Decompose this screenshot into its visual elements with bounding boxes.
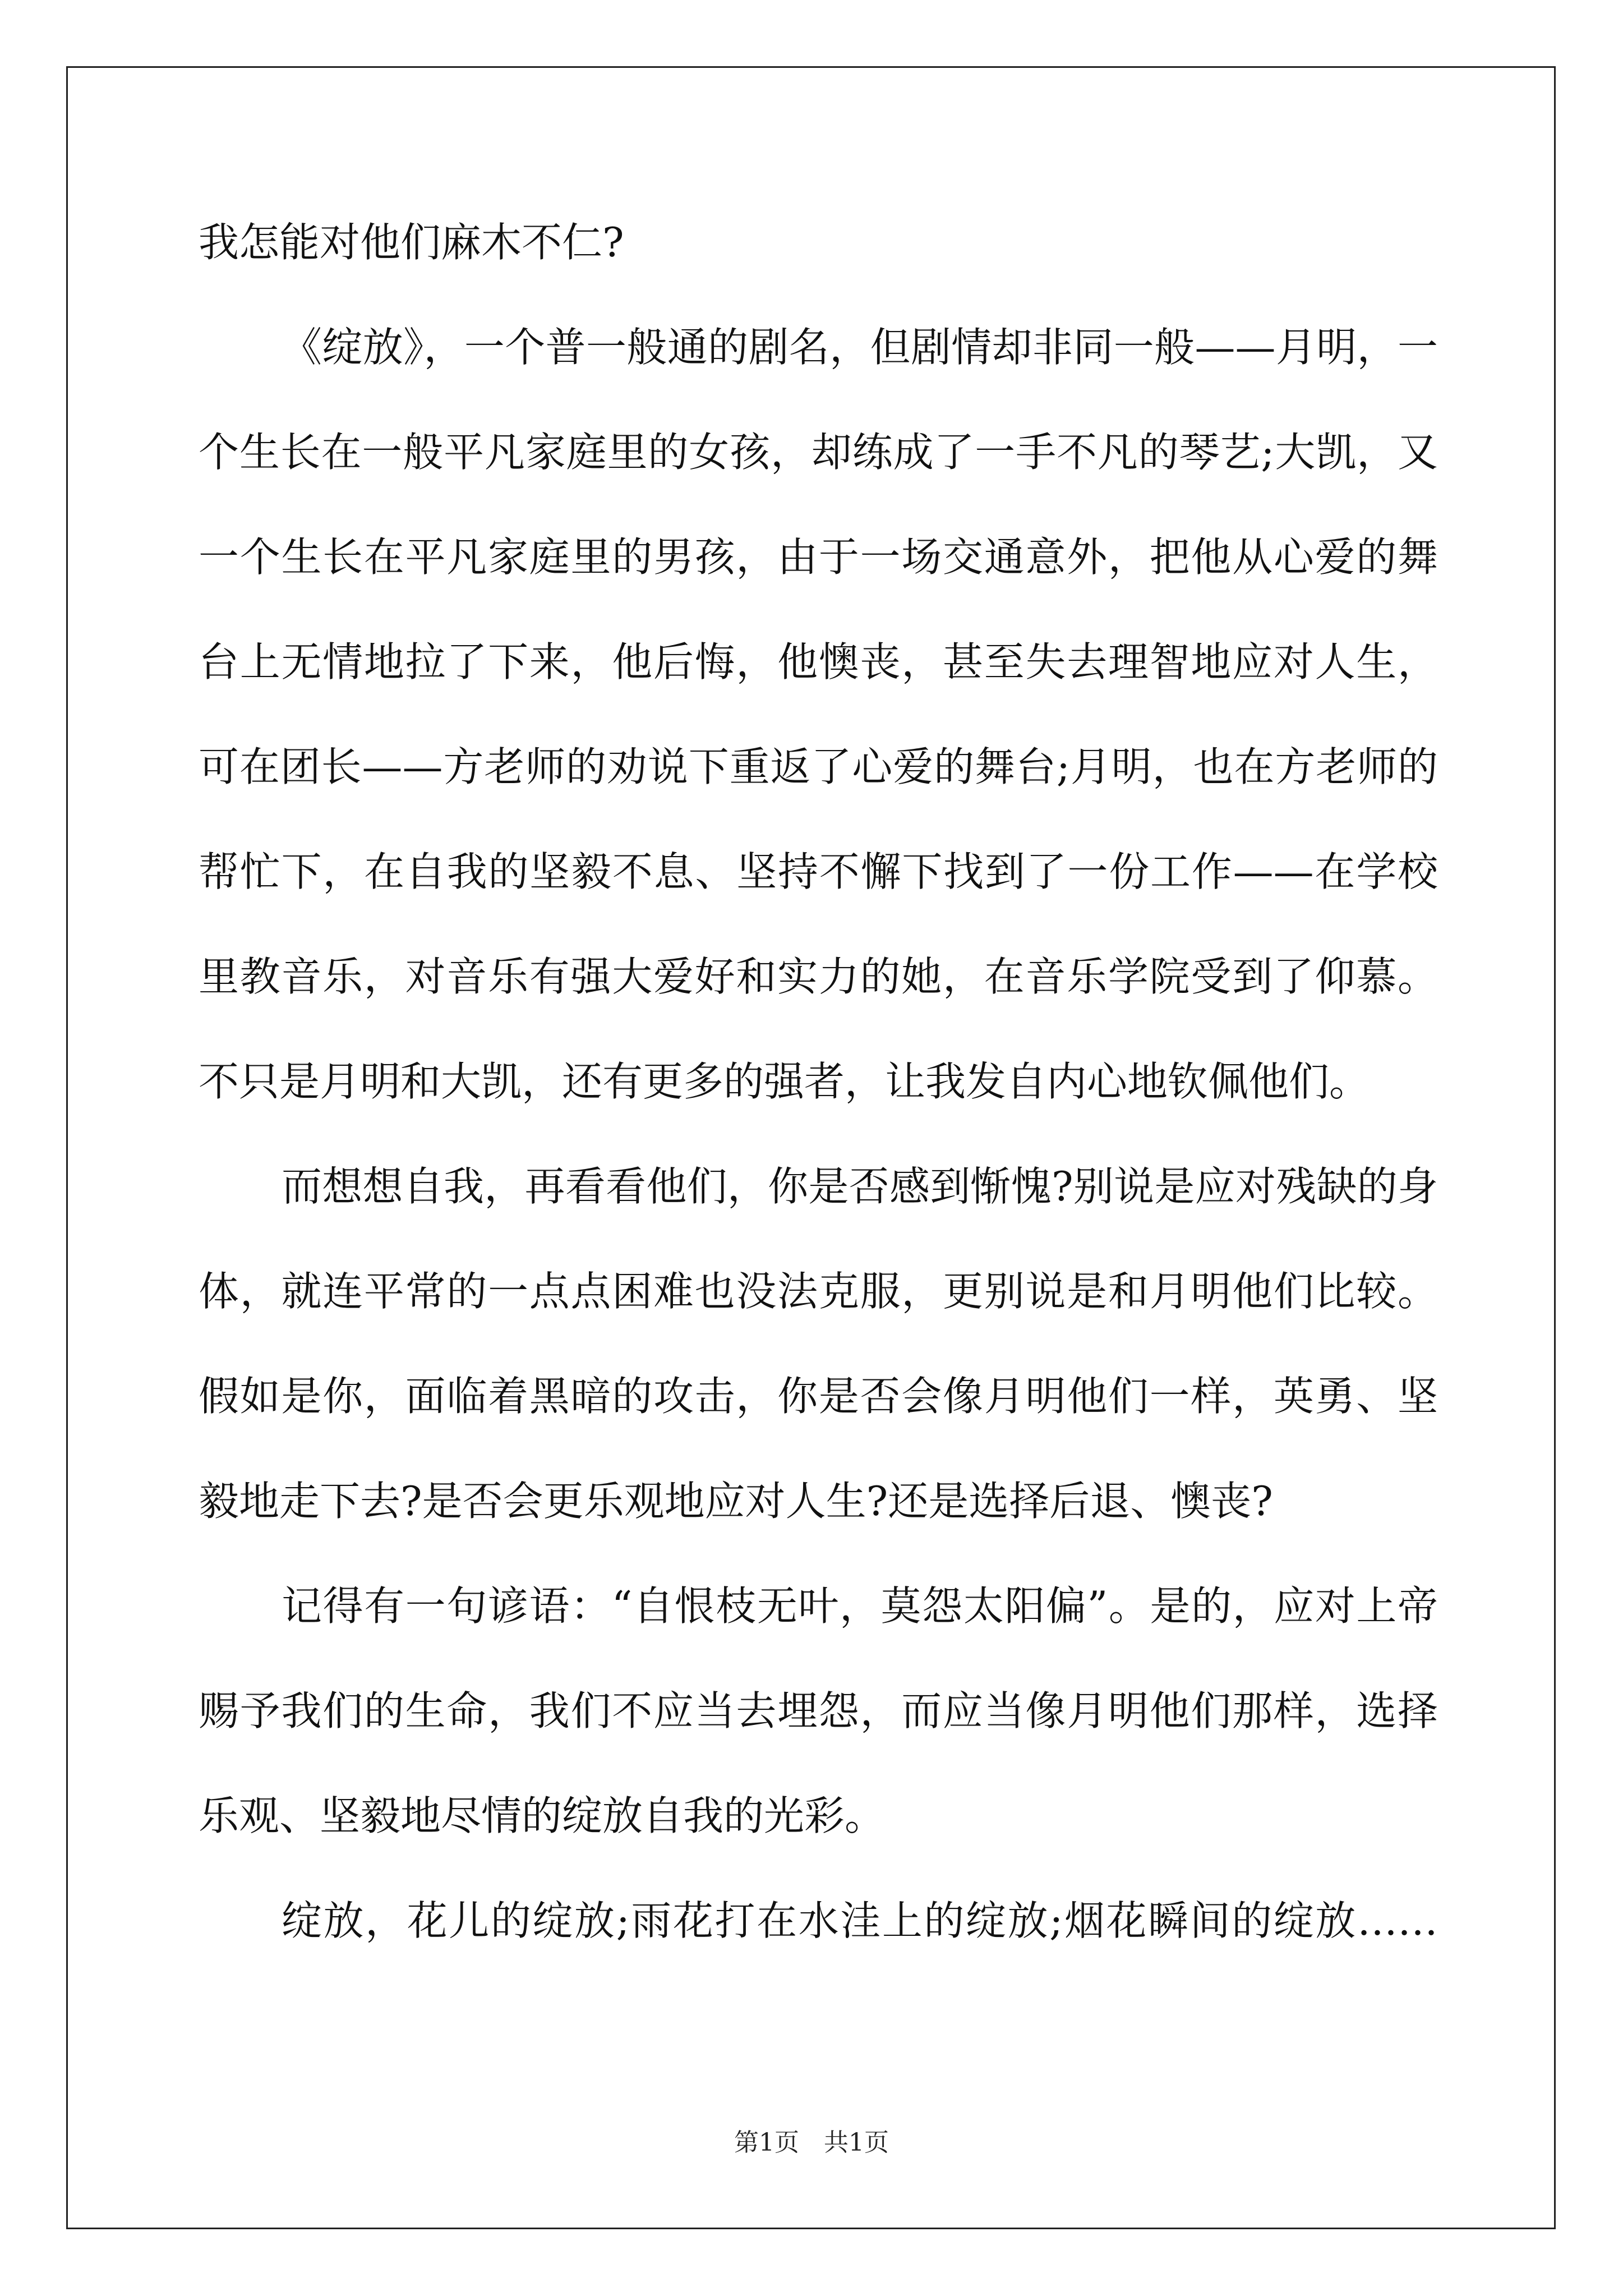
text-line: 我怎能对他们麻木不仁? bbox=[199, 219, 624, 266]
text-line: 帮忙下，在自我的坚毅不息、坚持不懈下找到了一份工作——在学校 bbox=[199, 848, 1438, 895]
text-line: 乐观、坚毅地尽情的绽放自我的光彩。 bbox=[199, 1792, 886, 1839]
text-line: 可在团长——方老师的劝说下重返了心爱的舞台;月明，也在方老师的 bbox=[199, 743, 1438, 790]
text-line: 体，就连平常的一点点困难也没法克服，更别说是和月明他们比较。 bbox=[199, 1268, 1438, 1315]
text-line: 赐予我们的生命，我们不应当去埋怨，而应当像月明他们那样，选择 bbox=[199, 1687, 1438, 1734]
text-line: 台上无情地拉了下来，他后悔，他懊丧，甚至失去理智地应对人生， bbox=[199, 638, 1438, 685]
text-line: 《绽放》，一个普一般通的剧名，但剧情却非同一般——月明，一 bbox=[282, 324, 1438, 371]
text-line: 记得有一句谚语：“自恨枝无叶，莫怨太阳偏”。是的，应对上帝 bbox=[282, 1582, 1438, 1630]
text-line: 假如是你，面临着黑暗的攻击，你是否会像月明他们一样，英勇、坚 bbox=[199, 1373, 1438, 1420]
text-line: 绽放，花儿的绽放;雨花打在水洼上的绽放;烟花瞬间的绽放…… bbox=[282, 1897, 1438, 1944]
text-line: 里教音乐，对音乐有强大爱好和实力的她，在音乐学院受到了仰慕。 bbox=[199, 953, 1438, 1000]
text-line: 不只是月明和大凯，还有更多的强者，让我发自内心地钦佩他们。 bbox=[199, 1058, 1370, 1105]
text-line: 毅地走下去?是否会更乐观地应对人生?还是选择后退、懊丧? bbox=[199, 1478, 1273, 1525]
page-footer: 第1页 共1页 bbox=[734, 2128, 889, 2157]
text-line: 个生长在一般平凡家庭里的女孩，却练成了一手不凡的琴艺;大凯，又 bbox=[199, 429, 1438, 476]
text-line: 而想想自我，再看看他们，你是否感到惭愧?别说是应对残缺的身 bbox=[282, 1163, 1438, 1210]
text-line: 一个生长在平凡家庭里的男孩，由于一场交通意外，把他从心爱的舞 bbox=[199, 533, 1438, 581]
